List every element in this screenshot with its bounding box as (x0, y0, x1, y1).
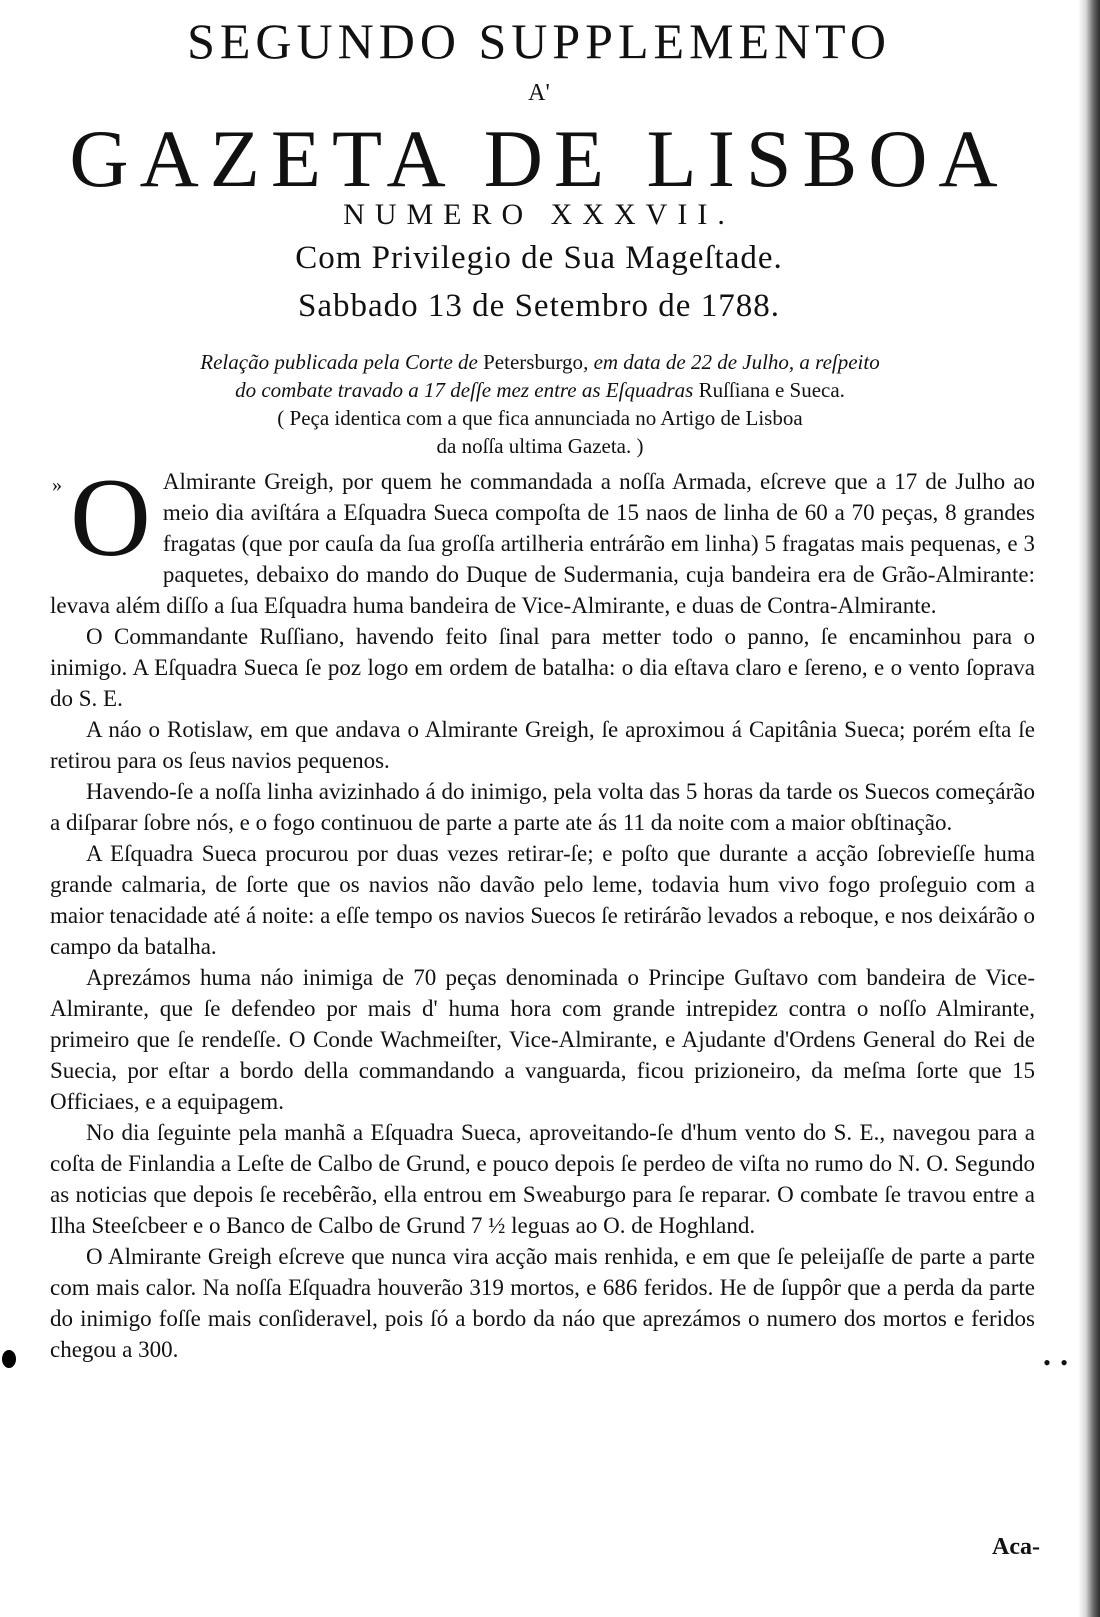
paragraph-4: Havendo-ſe a noſſa linha avizinhado á do inimigo, pela volta das 5 horas da tarde os Suecos começárão a diſparar ſobre nós, e o fogo continuou de parte a parte ate ás 11 da noite com a maior obſtinação. (50, 779, 1035, 835)
relation-heading (60, 348, 1020, 460)
relation-line-1: Relação publicada pela Corte de Petersburgo, em data de 22 de Julho, a reſpeito (200, 350, 880, 374)
supplement-to: A' (528, 80, 550, 106)
opening-quote-mark: » (52, 474, 62, 496)
issue-date: Sabbado 13 de Setembro de 1788. (298, 288, 780, 324)
paragraph-7: No dia ſeguinte pela manhã a Eſquadra Sueca, aproveitando-ſe d'hum vento do S. E., navegou para a coſta de Finlandia a Leſte de Calbo de Grund, e pouco depois ſe perdeo de viſta no rumo do N. O. Segundo as noticias que depois ſe recebêrão, ella entrou em Sweaburgo para ſe reparar. O combate ſe travou entre a Ilha Steeſcbeer e o Banco de Calbo de Grund 7 ½ leguas ao O. de Hoghland. (50, 1120, 1035, 1238)
article-body (50, 456, 1035, 1365)
catchword: Aca- (992, 1534, 1040, 1560)
privilege-line: Com Privilegio de Sua Mageſtade. (295, 240, 783, 276)
issue-number: NUMERO XXXVII. (343, 198, 735, 231)
paragraph-2: O Commandante Ruſſiano, havendo feito ſinal para metter todo o panno, ſe encaminhou para o inimigo. A Eſquadra Sueca ſe poz logo em ordem de batalha: o dia eſtava claro e ſereno, e o vento ſoprava do S. E. (50, 624, 1035, 711)
margin-dots: • • (1043, 1350, 1070, 1375)
binding-edge (1078, 0, 1100, 1617)
paragraph-5: A Eſquadra Sueca procurou por duas vezes retirar-ſe; e poſto que durante a acção ſobrevieſſe huma grande calmaria, de ſorte que os navios não davão pelo leme, todavia hum vivo fogo proſeguio com a maior tenacidade até á noite: a eſſe tempo os navios Suecos ſe retirárão levados a reboque, e nos deixárão o campo da batalha. (50, 841, 1035, 959)
paragraph-8: O Almirante Greigh eſcreve que nunca vira acção mais renhida, e em que ſe peleijaſſe de parte a parte com mais calor. Na noſſa Eſquadra houverão 319 mortos, e 686 feridos. He de ſuppôr que a perda da parte do inimigo foſſe mais conſideravel, pois ſó a bordo da náo que aprezámos o numero dos mortos e feridos chegou a 300. (50, 1244, 1035, 1362)
ink-blot (2, 1350, 16, 1368)
relation-line-2: do combate travado a 17 deſſe mez entre as Eſquadras Ruſſiana e Sueca. (235, 378, 845, 402)
paragraph-1: O Almirante Greigh, por quem he commandada a noſſa Armada, eſcreve que a 17 de Julho ao meio dia aviſtára a Eſquadra Sueca compoſta de 15 naos de linha de 60 a 70 peças, 8 grandes fragatas (que por cauſa da ſua groſſa artilheria entrárão em linha) 5 fragatas mais pequenas, e 3 paquetes, debaixo do mando do Duque de Sudermania, cuja bandeira era de Grão-Almirante: levava além diſſo a ſua Eſquadra huma bandeira de Vice-Almirante, e duas de Contra-Almirante. (50, 456, 1035, 618)
paragraph-6: Aprezámos huma náo inimiga de 70 peças denominada o Principe Guſtavo com bandeira de Vice-Almirante, que ſe defendeo por mais d' huma hora com grande intrepidez contra o noſſo Almirante, primeiro que ſe rendeſſe. O Conde Wachmeiſter, Vice-Almirante, e Ajudante d'Ordens General do Rei de Suecia, por eſtar a bordo della commandando a vanguarda, ficou prizioneiro, da meſma ſorte que 15 Officiaes, e a equipagem. (50, 965, 1035, 1114)
gazette-name: GAZETA DE LISBOA (69, 113, 1009, 204)
relation-note-1: ( Peça identica com a que fica annunciada no Artigo de Lisboa (277, 406, 803, 430)
drop-cap: O (70, 456, 151, 580)
relation-note-2: da noſſa ultima Gazeta. ) (436, 434, 644, 458)
supplement-title: SEGUNDO SUPPLEMENTO (187, 13, 891, 69)
paragraph-3: A náo o Rotislaw, em que andava o Almirante Greigh, ſe aproximou á Capitânia Sueca; porém eſta ſe retirou para os ſeus navios pequenos. (50, 717, 1035, 773)
